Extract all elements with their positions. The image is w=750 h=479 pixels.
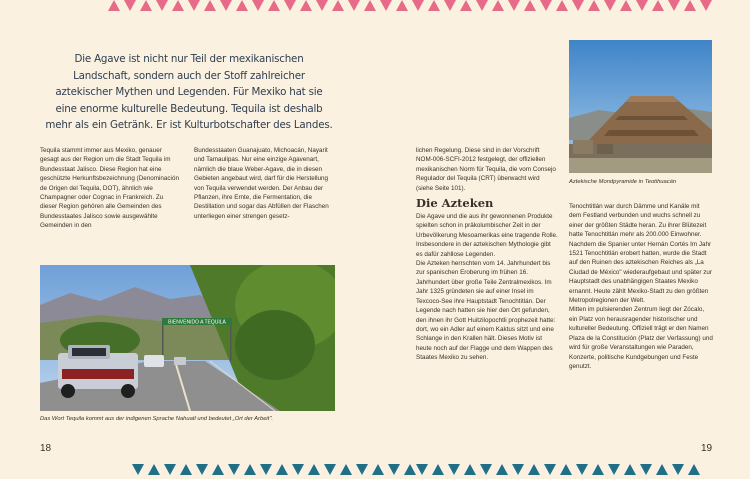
triangle-ornament	[372, 464, 384, 475]
col3-intro-paragraph: lichen Regelung. Diese sind in der Vorschrift NOM-006-SCFI-2012 festgelegt, der offiziellen mexikanischen Norm für Tequila, die vom Consejo Regulador del Tequila (CRT) überwacht wird (siehe Seite 101).	[416, 147, 556, 192]
triangle-ornament	[476, 0, 488, 11]
top-triangle-border	[108, 0, 716, 11]
triangle-ornament	[340, 464, 352, 475]
triangle-ornament	[416, 464, 428, 475]
triangle-ornament	[492, 0, 504, 11]
triangle-ornament	[276, 464, 288, 475]
section-heading: Die Azteken	[416, 196, 494, 211]
col4-paragraph-2	[569, 240, 713, 306]
triangle-ornament	[412, 0, 424, 11]
triangle-ornament	[236, 0, 248, 11]
triangle-ornament	[148, 464, 160, 475]
triangle-ornament	[576, 464, 588, 475]
triangle-ornament	[404, 464, 416, 475]
text-column-1	[40, 146, 180, 231]
triangle-ornament	[324, 464, 336, 475]
triangle-ornament	[560, 464, 572, 475]
triangle-ornament	[432, 464, 444, 475]
road-photo-caption: Das Wort Tequila kommt aus der indigenen Sprache Nahuatl und bedeutet „Ort der Arbeit".	[40, 416, 273, 422]
page-number-left: 18	[40, 443, 52, 454]
triangle-ornament	[244, 464, 256, 475]
triangle-ornament	[308, 464, 320, 475]
triangle-ornament	[364, 0, 376, 11]
triangle-ornament	[188, 0, 200, 11]
pyramid-photo	[569, 40, 712, 173]
col3-paragraph-2: Die Azteken herrschten vom 14. Jahrhundert bis zur spanischen Eroberung im frühen 16. Jahrhundert über große Teile Zentralmexikos. Im Jahr 1325 gründeten sie auf einer Insel im Texcoco-See ihre Hauptstadt Tenochtitlán. Der Legende nach hatten sie hier den Ort gefunden, den ihnen ihr Gott Huitzilopochtli prophezeit hatte: dort, wo ein Adler auf einem Kaktus sitzt und eine Schlange in den Krallen hält. Dieses Motiv ist heute noch auf der Flagge und dem Wappen des Staates Mexiko zu sehen.	[416, 260, 556, 362]
triangle-ornament	[464, 464, 476, 475]
triangle-ornament	[652, 0, 664, 11]
road-photo-illustration	[40, 265, 335, 411]
triangle-ornament	[428, 0, 440, 11]
triangle-ornament	[284, 0, 296, 11]
triangle-ornament	[388, 464, 400, 475]
triangle-ornament	[480, 464, 492, 475]
triangle-ornament	[508, 0, 520, 11]
triangle-ornament	[260, 464, 272, 475]
pyramid-photo-caption: Aztekische Mondpyramide in Teotihuacán	[569, 179, 677, 185]
road-sign-text: BIENVENIDO A TEQUILA	[168, 319, 226, 326]
col2-paragraph: Bundesstaaten Guanajuato, Michoacán, Nayarit und Tamaulipas. Nur eine einzige Agavenart, nämlich die blaue Weber-Agave, die in diesen Gebieten angebaut wird, darf für die Herstellung von Tequila verwendet werden. Der Anbau der Pflanzen, ihre Ernte, die Fermentation, die Destillation und sogar das Abfüllen der Flaschen unterliegen einer strengen gesetz-	[194, 147, 329, 220]
triangle-ornament	[604, 0, 616, 11]
triangle-ornament	[348, 0, 360, 11]
col3-paragraph-1: Die Agave und die aus ihr gewonnenen Produkte spielten schon in präkolumbischer Zeit in der Urbevölkerung Mesoamerikas eine tragende Rolle. Insbesondere in der aztekischen Mythologie gibt es dafür zahllose Legenden.	[416, 213, 558, 258]
text-column-3	[416, 146, 558, 363]
col4-paragraph-3: Mitten im pulsierenden Zentrum liegt der Zócalo, ein Platz von herausragender historischer und kultureller Bedeutung. Offiziell trägt er den Namen Plaza de la Constitución (Platz der Verfassung) und wird für große Veranstaltungen wie Paraden, Konzerte, politische Kundgebungen und Feste genutzt.	[569, 306, 713, 370]
intro-text: Die Agave ist nicht nur Teil der mexikanischen Landschaft, sondern auch der Stoff zahlreicher aztekischer Mythen und Legenden. Für Mexiko hat sie eine enorme kulturelle Bedeutung. Tequila ist deshalb mehr als ein Getränk. Er ist Kulturbotschafter des Landes.	[45, 53, 333, 131]
text-column-2	[194, 146, 334, 221]
triangle-ornament	[332, 0, 344, 11]
triangle-ornament	[592, 464, 604, 475]
triangle-ornament	[496, 464, 508, 475]
text-column-4	[569, 202, 713, 371]
road-photo	[40, 265, 335, 411]
triangle-ornament	[252, 0, 264, 11]
triangle-ornament	[444, 0, 456, 11]
triangle-ornament	[204, 0, 216, 11]
triangle-ornament	[268, 0, 280, 11]
triangle-ornament	[356, 464, 368, 475]
triangle-ornament	[636, 0, 648, 11]
triangle-ornament	[172, 0, 184, 11]
triangle-ornament	[656, 464, 668, 475]
triangle-ornament	[640, 464, 652, 475]
bottom-triangle-border-right	[416, 464, 704, 475]
triangle-ornament	[460, 0, 472, 11]
triangle-ornament	[108, 0, 120, 11]
pyramid-photo-illustration	[569, 40, 712, 173]
triangle-ornament	[212, 464, 224, 475]
triangle-ornament	[196, 464, 208, 475]
triangle-ornament	[620, 0, 632, 11]
bottom-triangle-border-left	[132, 464, 420, 475]
triangle-ornament	[140, 0, 152, 11]
triangle-ornament	[556, 0, 568, 11]
page-number-right: 19	[701, 443, 713, 454]
triangle-ornament	[684, 0, 696, 11]
col4-paragraph-2-body: Im Jahr 1521 Tenochtitlán erobert hatten, wurde die Stadt auf den Ruinen des aztekischen Reiches als „La Ciudad de México" wiederaufgebaut und später zur Hauptstadt des unabhängigen Staates Mexiko ernannt. Heute zählt Mexiko-Stadt zu den größten Metropolregionen der Welt.	[569, 240, 712, 305]
triangle-ornament	[228, 464, 240, 475]
triangle-ornament	[528, 464, 540, 475]
triangle-ornament	[672, 464, 684, 475]
triangle-ornament	[540, 0, 552, 11]
triangle-ornament	[380, 0, 392, 11]
triangle-ornament	[132, 464, 144, 475]
col1-paragraph: Tequila stammt immer aus Mexiko, genauer gesagt aus der Region um die Stadt Tequila im Bundesstaat Jalisco. Diese Region hat eine geschützte Herkunftsbezeichnung (Denominación de Origen del Tequila, DOT), ähnlich wie Champagner oder Cognac in Frankreich. Zu dieser Region gehören alle Gemeinden des Bundesstaates Jalisco sowie ausgewählte Gemeinden in den	[40, 147, 179, 230]
triangle-ornament	[572, 0, 584, 11]
triangle-ornament	[292, 464, 304, 475]
triangle-ornament	[124, 0, 136, 11]
triangle-ornament	[608, 464, 620, 475]
col4-paragraph-1: Tenochtitlán war durch Dämme und Kanäle mit dem Festland verbunden und wuchs schnell zu einer der größten Städte heran. Zu ihrer Blütezeit hatte Tenochtitlán mehr als 200.000 Einwohner.	[569, 203, 707, 239]
triangle-ornament	[448, 464, 460, 475]
triangle-ornament	[220, 0, 232, 11]
triangle-ornament	[164, 464, 176, 475]
triangle-ornament	[316, 0, 328, 11]
triangle-ornament	[588, 0, 600, 11]
triangle-ornament	[156, 0, 168, 11]
triangle-ornament	[700, 0, 712, 11]
triangle-ornament	[300, 0, 312, 11]
triangle-ornament	[396, 0, 408, 11]
triangle-ornament	[544, 464, 556, 475]
triangle-ornament	[668, 0, 680, 11]
triangle-ornament	[512, 464, 524, 475]
triangle-ornament	[180, 464, 192, 475]
triangle-ornament	[624, 464, 636, 475]
col4-paragraph-2-prefix: Nachdem die Spanier unter Hernán Cortés	[569, 240, 689, 248]
triangle-ornament	[524, 0, 536, 11]
triangle-ornament	[688, 464, 700, 475]
